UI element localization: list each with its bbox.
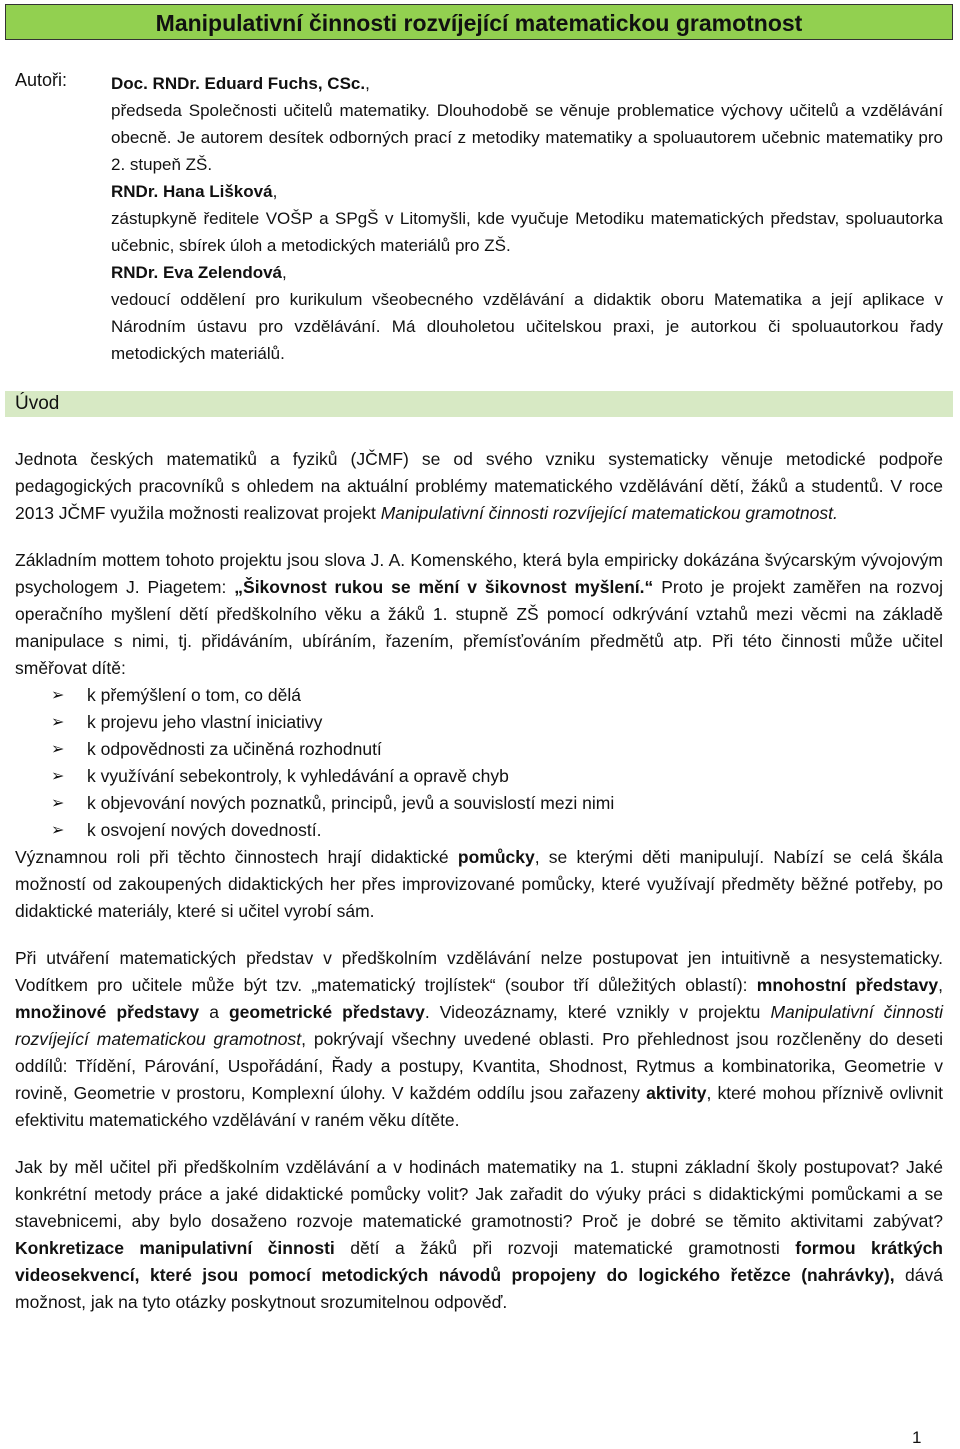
arrow-bullet-icon: ➢ [51,795,65,812]
paragraph-intro: Jednota českých matematiků a fyziků (JČMF) se od svého vzniku systematicky věnuje metodické podpoře pedagogických pracovníků s ohledem na aktuální problémy matematického vzdělávání dětí, žáků a studentů. V roce 2013 JČMF využila možnosti realizovat projekt Manipulativní činnosti rozvíjející matematickou gramotnost. [15,449,943,523]
paragraph-motto: Základním mottem tohoto projektu jsou slova J. A. Komenského, která byla empiricky dokázána švýcarským vývojovým psychologem J. Piagetem: „Šikovnost rukou se mění v šikovnost myšlení.“ Proto je projekt zaměřen na rozvoj operačního myšlení dětí předškolního věku a žáků 1. stupně ZŠ pomocí odkrývání vztahů mezi věcmi na základě manipulace s nimi, tj. přidáváním, ubíráním, řazením, přemísťováním předmětů atp. Při této činnosti může učitel směřovat dítě: [15,550,943,678]
motto-quote: „Šikovnost rukou se mění v šikovnost myšlení.“ [234,577,654,597]
document-body [15,446,943,1316]
arrow-bullet-icon: ➢ [51,822,65,839]
list-item: ➢ k projevu jeho vlastní iniciativy [15,709,943,736]
document-title: Manipulativní činnosti rozvíjející matematickou gramotnost [155,10,803,36]
arrow-bullet-icon: ➢ [51,768,65,785]
section-title: Úvod [15,393,60,414]
section-header-bar [5,391,953,417]
goals-list [15,682,943,844]
author-entry: RNDr. Hana Lišková, zástupkyně ředitele VOŠP a SPgŠ v Litomyšli, kde vyučuje Metodiku matematických představ, spoluautorka učebnic, sbírek úloh a metodických materiálů pro ZŠ. [111,182,943,255]
list-item: ➢ k využívání sebekontroly, k vyhledávání a opravě chyb [15,763,943,790]
paragraph-trefoil: Při utváření matematických představ v předškolním vzdělávání nelze postupovat jen intuitivně a nesystematicky. Vodítkem pro učitele může být tzv. „matematický trojlístek“ (soubor tří důležitých oblastí): mnohostní představy, množinové představy a geometrické představy. Videozáznamy, které vznikly v projektu Manipulativní činnosti rozvíjející matematickou gramotnost, pokrývají všechny uvedené oblasti. Pro přehlednost jsou rozčleněny do deseti oddílů: Třídění, Párování, Uspořádání, Řady a postupy, Kvantita, Shodnost, Rytmus a kombinatorika, Geometrie v rovině, Geometrie v prostoru, Komplexní úlohy. V každém oddílu jsou zařazeny aktivity, které mohou příznivě ovlivnit efektivitu matematického vzdělávání v raném věku dítěte. [15,948,943,1130]
author-name: RNDr. Eva Zelendová [111,263,283,282]
list-item: ➢ k přemýšlení o tom, co dělá [15,682,943,709]
arrow-bullet-icon: ➢ [51,741,65,758]
page-number: 1 [912,1428,922,1447]
arrow-bullet-icon: ➢ [51,687,65,704]
author-name: RNDr. Hana Lišková [111,182,273,201]
author-description: předseda Společnosti učitelů matematiky. Dlouhodobě se věnuje problematice výchovy učitelů a vzdělávání obecně. Je autorem desítek odborných prací z metodiky matematiky a spoluautorem učebnic matematiky pro 2. stupeň ZŠ. [111,101,943,174]
paragraph-questions: Jak by měl učitel při předškolním vzdělávání a v hodinách matematiky na 1. stupni základní školy postupovat? Jaké konkrétní metody práce a jaké didaktické pomůcky volit? Jak zařadit do výuky práci s didaktickými pomůckami a se stavebnicemi, aby bylo dosaženo rozvoje matematické gramotnosti? Proč je dobré se těmito aktivitami zabývat? Konkretizace manipulativní činnosti dětí a žáků při rozvoji matematické gramotnosti formou krátkých videosekvencí, které jsou pomocí metodických návodů propojeny do logického řetězce (nahrávky), dává možnost, jak na tyto otázky poskytnout srozumitelnou odpověď. [15,1157,944,1312]
author-name: Doc. RNDr. Eduard Fuchs, CSc. [111,74,366,93]
list-item: ➢ k objevování nových poznatků, principů, jevů a souvislostí mezi nimi [15,790,943,817]
author-entry: RNDr. Eva Zelendová, vedoucí oddělení pro kurikulum všeobecného vzdělávání a didaktik oboru Matematika a její aplikace v Národním ústavu pro vzdělávání. Má dlouholetou učitelskou praxi, je autorkou či spoluautorkou řady metodických materiálů. [111,263,943,363]
author-description: zástupkyně ředitele VOŠP a SPgŠ v Litomyšli, kde vyučuje Metodiku matematických představ, spoluautorka učebnic, sbírek úloh a metodických materiálů pro ZŠ. [111,209,943,255]
author-entry: Doc. RNDr. Eduard Fuchs, CSc., předseda Společnosti učitelů matematiky. Dlouhodobě se věnuje problematice výchovy učitelů a vzdělávání obecně. Je autorem desítek odborných prací z metodiky matematiky a spoluautorem učebnic matematiky pro 2. stupeň ZŠ. [111,74,943,174]
list-item: ➢ k odpovědnosti za učiněná rozhodnutí [15,736,943,763]
document-title-box [5,4,953,40]
paragraph-aids: Významnou roli při těchto činnostech hrají didaktické pomůcky, se kterými děti manipulují. Nabízí se celá škála možností od zakoupených didaktických her přes improvizované pomůcky, které využívají předměty běžné potřeby, po didaktické materiály, které si učitel vyrobí sám. [15,847,943,921]
list-item: ➢ k osvojení nových dovedností. [15,817,943,844]
authors-list [111,70,943,367]
authors-label: Autoři: [15,70,68,90]
arrow-bullet-icon: ➢ [51,714,65,731]
author-description: vedoucí oddělení pro kurikulum všeobecného vzdělávání a didaktik oboru Matematika a její aplikace v Národním ústavu pro vzdělávání. Má dlouholetou učitelskou praxi, je autorkou či spoluautorkou řady metodických materiálů. [111,290,943,363]
